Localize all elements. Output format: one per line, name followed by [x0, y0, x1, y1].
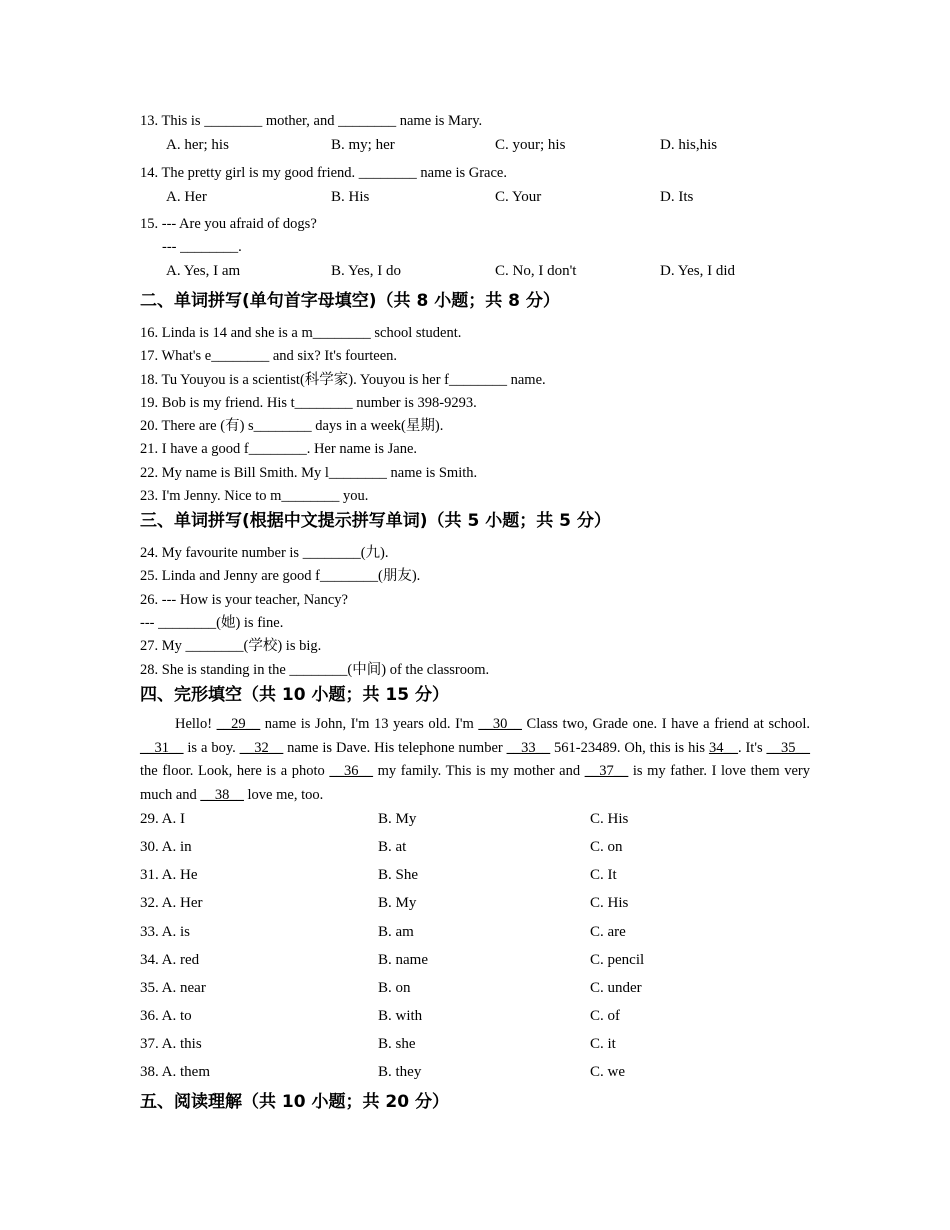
blank-33: __33__	[506, 739, 551, 756]
cloze-option-37-b: B. she	[378, 1036, 416, 1052]
cloze-option-32-a: 32. A. Her	[140, 895, 203, 911]
cloze-option-36-b: B. with	[378, 1008, 423, 1024]
question-15-answer-line: --- ________.	[162, 239, 242, 255]
cloze-option-34-c: C. pencil	[590, 952, 645, 968]
blank-37: __37__	[584, 763, 629, 779]
option-14-b: B. His	[331, 189, 370, 205]
question-20: 20. There are (有) s________ days in a week(星期).	[140, 418, 444, 434]
cloze-option-33-b: B. am	[378, 924, 414, 940]
cloze-option-30-c: C. on	[590, 839, 623, 855]
question-15-stem: 15. --- Are you afraid of dogs?	[140, 216, 317, 232]
option-15-c: C. No, I don't	[495, 263, 577, 279]
option-14-d: D. Its	[660, 189, 694, 205]
option-13-d: D. his,his	[660, 137, 718, 153]
section-5-heading: 五、阅读理解（共 10 小题；共 20 分）	[140, 1092, 449, 1112]
cloze-option-29-b: B. My	[378, 811, 417, 827]
cloze-option-32-b: B. My	[378, 895, 417, 911]
section-4-heading: 四、完形填空（共 10 小题；共 15 分）	[140, 685, 449, 705]
cloze-option-38-c: C. we	[590, 1064, 625, 1080]
blank-29: __29__	[216, 716, 261, 732]
cloze-passage: Hello! __29__ name is John, I'm 13 years old. I'm __30__ Class two, Grade one. I have a friend at school. __31__ is a boy. __32__ name is Dave. His telephone number __33__ 561-23489. Oh, this is his 34__. It's __35__ the floor. Look, here is a photo __36__ my family. This is my mother and __37__ is my father. I love them very much and __38__ love me, too.	[140, 716, 810, 803]
option-15-d: D. Yes, I did	[660, 263, 736, 279]
cloze-option-38-a: 38. A. them	[140, 1064, 210, 1080]
question-16: 16. Linda is 14 and she is a m________ school student.	[140, 325, 462, 341]
blank-32: __32__	[239, 739, 284, 756]
cloze-option-35-b: B. on	[378, 980, 411, 996]
question-25: 25. Linda and Jenny are good f________(朋友).	[140, 568, 421, 584]
cloze-option-35-c: C. under	[590, 980, 642, 996]
option-13-c: C. your; his	[495, 137, 566, 153]
cloze-option-37-c: C. it	[590, 1036, 616, 1052]
question-23: 23. I'm Jenny. Nice to m________ you.	[140, 488, 369, 504]
blank-35: __35__	[766, 739, 810, 756]
section-3-heading: 三、单词拼写(根据中文提示拼写单词)（共 5 小题；共 5 分）	[140, 511, 611, 531]
blank-36: __36__	[329, 763, 373, 779]
cloze-option-37-a: 37. A. this	[140, 1036, 202, 1052]
cloze-option-31-a: 31. A. He	[140, 867, 198, 883]
cloze-option-31-c: C. It	[590, 867, 617, 883]
cloze-option-29-c: C. His	[590, 811, 629, 827]
question-26-answer: --- ________(她) is fine.	[140, 615, 284, 631]
cloze-option-36-c: C. of	[590, 1008, 620, 1024]
question-28: 28. She is standing in the ________(中间) of the classroom.	[140, 662, 490, 678]
question-24: 24. My favourite number is ________(九).	[140, 545, 389, 561]
cloze-option-38-b: B. they	[378, 1064, 422, 1080]
blank-31: __31__	[140, 739, 184, 756]
cloze-option-29-a: 29. A. I	[140, 811, 185, 827]
option-13-a: A. her; his	[166, 137, 229, 153]
question-14-stem: 14. The pretty girl is my good friend. ________ name is Grace.	[140, 165, 507, 181]
question-22: 22. My name is Bill Smith. My l________ name is Smith.	[140, 465, 478, 481]
blank-38: __38__	[200, 786, 244, 803]
option-13-b: B. my; her	[331, 137, 395, 153]
section-2-heading: 二、单词拼写(单句首字母填空)（共 8 小题；共 8 分）	[140, 291, 560, 311]
question-27: 27. My ________(学校) is big.	[140, 638, 322, 654]
cloze-option-31-b: B. She	[378, 867, 419, 883]
cloze-option-33-a: 33. A. is	[140, 924, 191, 940]
option-14-c: C. Your	[495, 189, 542, 205]
option-15-a: A. Yes, I am	[166, 263, 241, 279]
cloze-option-34-b: B. name	[378, 952, 428, 968]
question-17: 17. What's e________ and six? It's fourteen.	[140, 348, 398, 364]
question-21: 21. I have a good f________. Her name is Jane.	[140, 441, 418, 457]
question-13-stem: 13. This is ________ mother, and ________ name is Mary.	[140, 113, 483, 129]
cloze-option-33-c: C. are	[590, 924, 626, 940]
question-26: 26. --- How is your teacher, Nancy?	[140, 592, 348, 608]
question-19: 19. Bob is my friend. His t________ number is 398-9293.	[140, 395, 477, 411]
cloze-option-30-b: B. at	[378, 839, 407, 855]
cloze-option-30-a: 30. A. in	[140, 839, 192, 855]
question-18: 18. Tu Youyou is a scientist(科学家). Youyou is her f________ name.	[140, 372, 546, 388]
option-15-b: B. Yes, I do	[331, 263, 402, 279]
option-14-a: A. Her	[166, 189, 207, 205]
cloze-option-35-a: 35. A. near	[140, 980, 206, 996]
cloze-option-32-c: C. His	[590, 895, 629, 911]
cloze-option-36-a: 36. A. to	[140, 1008, 192, 1024]
cloze-option-34-a: 34. A. red	[140, 952, 200, 968]
blank-30: __30__	[478, 716, 522, 732]
blank-34: 34__	[708, 739, 738, 756]
